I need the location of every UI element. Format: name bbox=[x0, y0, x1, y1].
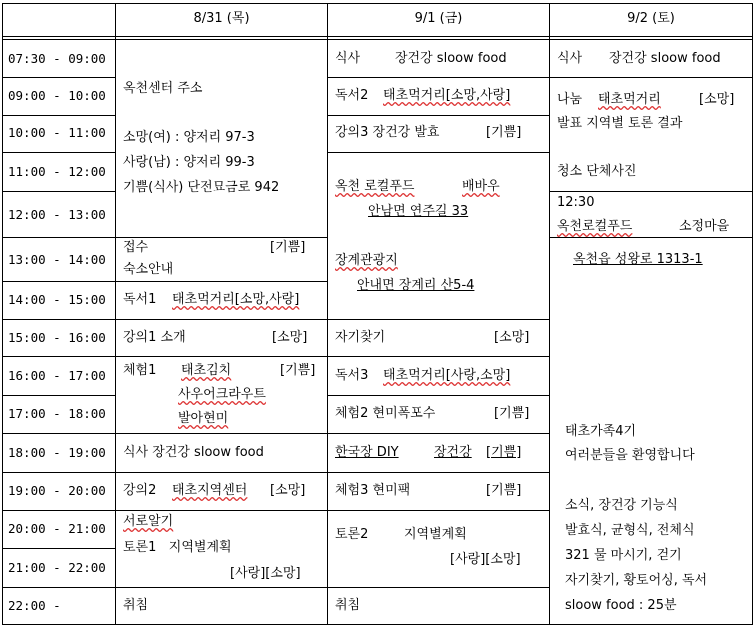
lecture1: 강의1 소개 bbox=[123, 330, 186, 345]
address-male: 소망(여) : 양저리 97-3 bbox=[123, 130, 255, 145]
share-label: 나눔 bbox=[557, 92, 583, 107]
note-line: 자기찾기, 황토어싱, 독서 bbox=[565, 573, 708, 588]
grid-line bbox=[327, 395, 549, 396]
welcome-line1: 태초가족4기 bbox=[565, 424, 637, 439]
grid-line bbox=[2, 281, 115, 282]
exp1-item1: 태초김치 bbox=[181, 363, 232, 378]
lodging-guide: 숙소안내 bbox=[123, 262, 174, 277]
grid-line bbox=[2, 548, 115, 549]
time-1230: 12:30 bbox=[557, 195, 595, 210]
exp1-item2: 사우어크라우트 bbox=[178, 387, 266, 402]
grid-line bbox=[115, 281, 327, 282]
grid-line bbox=[115, 510, 327, 511]
soy-label: 장건강 bbox=[434, 445, 472, 460]
grid-line bbox=[2, 356, 115, 357]
grid-line bbox=[549, 191, 753, 192]
time-slot: 10:00 - 11:00 bbox=[8, 125, 106, 140]
time-slot: 11:00 - 12:00 bbox=[8, 164, 106, 179]
grid-line bbox=[115, 319, 327, 320]
grid-line bbox=[2, 624, 753, 625]
discussion1: 토론1 지역별계획 bbox=[123, 540, 232, 555]
note-line: sloow food : 25분 bbox=[565, 598, 677, 613]
header-day1: 8/31 (목) bbox=[193, 11, 250, 26]
exp1-tag: [기쁨] bbox=[280, 363, 316, 378]
meal-text-day2: 장건강 sloow food bbox=[395, 51, 507, 66]
time-slot: 12:00 - 13:00 bbox=[8, 207, 106, 222]
exp3: 체험3 현미팩 bbox=[335, 483, 411, 498]
time-slot: 19:00 - 20:00 bbox=[8, 483, 106, 498]
welcome-line2: 여러분들을 환영합니다 bbox=[565, 448, 695, 463]
grid-line bbox=[327, 472, 549, 473]
grid-line bbox=[115, 356, 327, 357]
grid-line bbox=[2, 319, 115, 320]
lecture1-tag: [소망] bbox=[272, 330, 308, 345]
localfood-day2: 옥천 로컬푸드 bbox=[335, 179, 415, 194]
grid-line bbox=[549, 237, 753, 238]
lecture2-tag: [소망] bbox=[270, 483, 306, 498]
self-finding-tag: [소망] bbox=[494, 330, 530, 345]
grid-line bbox=[2, 3, 3, 624]
discussion1-tag: [사랑][소망] bbox=[230, 566, 301, 581]
grid-line bbox=[327, 356, 549, 357]
lecture3: 강의3 장건강 발효 bbox=[335, 125, 440, 140]
tour-addr: 안내면 장계리 산5-4 bbox=[357, 278, 475, 293]
grid-line bbox=[115, 433, 327, 434]
grid-line bbox=[115, 237, 327, 238]
time-slot: 21:00 - 22:00 bbox=[8, 560, 106, 575]
reading3-label: 독서3 bbox=[335, 368, 369, 383]
lecture2-place: 태초지역센터 bbox=[172, 483, 248, 498]
sleep-day1: 취침 bbox=[123, 598, 149, 613]
time-slot: 17:00 - 18:00 bbox=[8, 406, 106, 421]
grid-line bbox=[549, 3, 550, 624]
cleanup: 청소 단체사진 bbox=[557, 164, 637, 179]
time-slot: 15:00 - 16:00 bbox=[8, 330, 106, 345]
reception-tag: [기쁨] bbox=[270, 240, 306, 255]
reading2-label: 독서2 bbox=[335, 88, 369, 103]
reading1-label: 독서1 bbox=[123, 292, 157, 307]
note-line: 321 물 마시기, 걷기 bbox=[565, 548, 682, 563]
exp1-item3: 발아현미 bbox=[178, 411, 229, 426]
share-tag: [소망] bbox=[699, 92, 735, 107]
grid-line bbox=[327, 77, 549, 78]
header-day3: 9/2 (토) bbox=[627, 11, 675, 26]
exp2: 체험2 현미폭포수 bbox=[335, 406, 436, 421]
discussion2-text: 지역별계획 bbox=[404, 527, 467, 542]
time-slot: 18:00 - 19:00 bbox=[8, 445, 106, 460]
note-line: 발효식, 균형식, 전체식 bbox=[565, 523, 695, 538]
time-slot: 07:30 - 09:00 bbox=[8, 51, 106, 66]
grid-line bbox=[549, 77, 753, 78]
grid-line bbox=[327, 510, 549, 511]
discussion2-tag: [사랑][소망] bbox=[450, 552, 521, 567]
grid-line bbox=[327, 115, 549, 116]
share-result: 발표 지역별 토론 결과 bbox=[557, 116, 683, 131]
lecture2-label: 강의2 bbox=[123, 483, 157, 498]
time-slot: 16:00 - 17:00 bbox=[8, 368, 106, 383]
share-place: 태초먹거리 bbox=[598, 92, 661, 107]
header-day2: 9/1 (금) bbox=[414, 11, 463, 26]
localfood-place-day3: 소정마을 bbox=[679, 219, 730, 234]
localfood-addr-day3: 옥천읍 성왕로 1313-1 bbox=[573, 252, 703, 267]
grid-line bbox=[115, 3, 116, 624]
reading3-place: 태초먹거리[사랑,소망] bbox=[383, 368, 511, 383]
address-title: 옥천센터 주소 bbox=[123, 81, 203, 96]
grid-line bbox=[2, 237, 115, 238]
meal-text-day3: 장건강 sloow food bbox=[609, 51, 721, 66]
grid-line bbox=[2, 395, 115, 396]
grid-line bbox=[2, 433, 115, 434]
meal-label-day2: 식사 bbox=[335, 51, 361, 66]
time-slot: 13:00 - 14:00 bbox=[8, 252, 106, 267]
discussion2-label: 토론2 bbox=[335, 527, 369, 542]
grid-line bbox=[2, 510, 115, 511]
meet: 서로알기 bbox=[123, 514, 174, 529]
grid-line bbox=[327, 319, 549, 320]
time-slot: 22:00 - bbox=[8, 598, 61, 613]
grid-line bbox=[2, 77, 115, 78]
sleep-day2: 취침 bbox=[335, 598, 361, 613]
grid-line bbox=[2, 587, 115, 588]
grid-line bbox=[115, 587, 327, 588]
time-slot: 14:00 - 15:00 bbox=[8, 292, 106, 307]
grid-line bbox=[327, 3, 328, 624]
reading2-place: 태초먹거리[소망,사랑] bbox=[383, 88, 511, 103]
address-meal: 기쁨(식사) 단전묘금로 942 bbox=[123, 180, 280, 195]
grid-line bbox=[2, 36, 753, 37]
time-slot: 20:00 - 21:00 bbox=[8, 521, 106, 536]
grid-line bbox=[327, 152, 549, 153]
grid-line bbox=[327, 587, 549, 588]
meal-day1: 식사 장건강 sloow food bbox=[123, 445, 264, 460]
grid-line bbox=[2, 472, 115, 473]
grid-line bbox=[2, 3, 753, 4]
grid-line bbox=[115, 472, 327, 473]
tour: 장계관광지 bbox=[335, 253, 398, 268]
self-finding-day2: 자기찾기 bbox=[335, 330, 386, 345]
grid-line bbox=[327, 433, 549, 434]
lecture3-tag: [기쁨] bbox=[486, 125, 522, 140]
grid-line bbox=[2, 152, 115, 153]
reception: 접수 bbox=[123, 240, 149, 255]
soy-tag: [기쁨] bbox=[486, 445, 522, 460]
localfood-addr-day2: 안남면 연주길 33 bbox=[368, 204, 469, 219]
exp3-tag: [기쁨] bbox=[486, 483, 522, 498]
grid-line bbox=[2, 191, 115, 192]
grid-line bbox=[752, 3, 753, 624]
soy-diy: 한국장 DIY bbox=[335, 445, 399, 460]
localfood-action-day2: 배바우 bbox=[462, 179, 500, 194]
address-female: 사랑(남) : 양저리 99-3 bbox=[123, 155, 255, 170]
meal-label-day3: 식사 bbox=[557, 51, 583, 66]
grid-line bbox=[2, 39, 753, 40]
reading1-place: 태초먹거리[소망,사랑] bbox=[172, 292, 300, 307]
grid-line bbox=[2, 115, 115, 116]
localfood-day3: 옥천로컬푸드 bbox=[557, 219, 633, 234]
exp2-tag: [기쁨] bbox=[494, 406, 530, 421]
note-line: 소식, 장건강 기능식 bbox=[565, 498, 678, 513]
time-slot: 09:00 - 10:00 bbox=[8, 88, 106, 103]
exp1-label: 체험1 bbox=[123, 363, 157, 378]
